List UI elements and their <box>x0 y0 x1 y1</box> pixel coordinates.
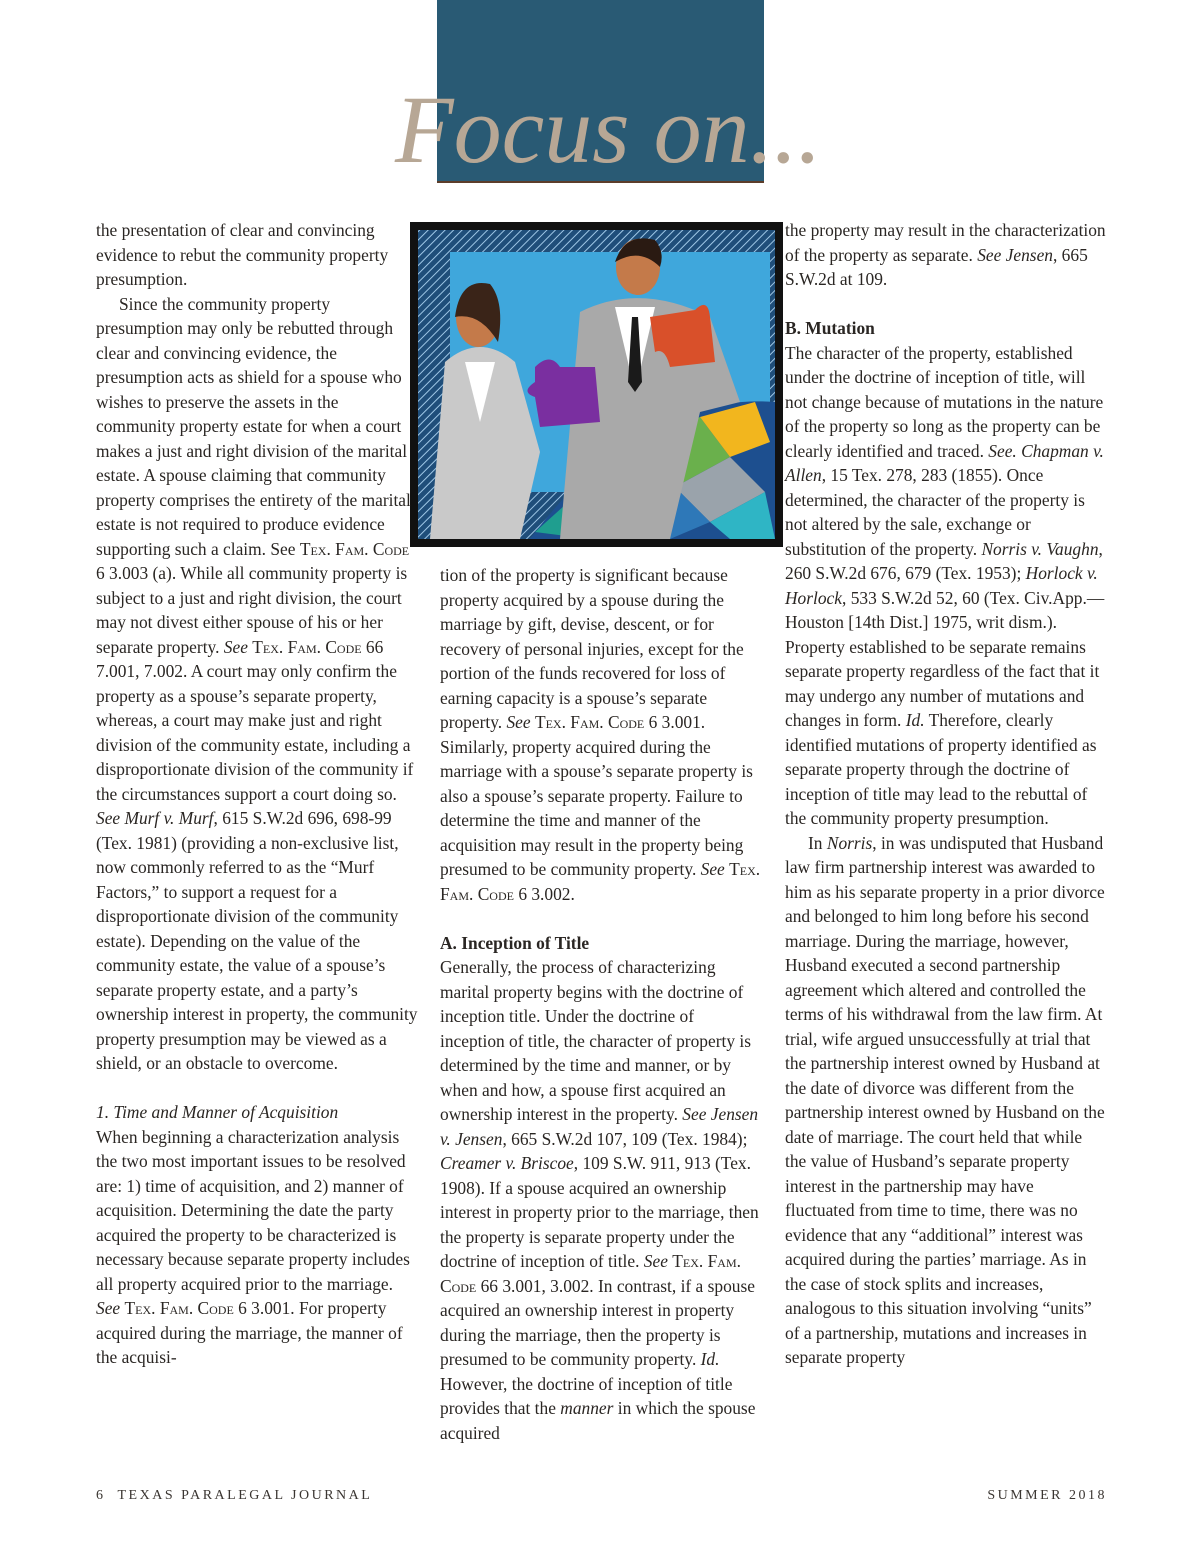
col1-p2g: 66 7.001, 7.002. A court may only confirm the property as a spouse’s separate property, whereas, a court may make just and right division of the community estate, including a disproportionate division of the community if the circumstances support a court doing so. <box>96 636 414 804</box>
col2-p1d-statute: Tex. Fam. Code <box>534 712 645 732</box>
col2-p2i: 66 3.001, 3.002. In contrast, if a spouse acquired an ownership interest in property during the marriage, then the property is presumed to be community property. <box>440 1275 755 1369</box>
col1-heading <box>96 1100 418 1125</box>
col1-p1-text: the presentation of clear and convincing evidence to rebut the community property presumption. <box>96 220 389 289</box>
col1-paragraph-1 <box>96 218 418 292</box>
col1-p2b-statute: Tex. Fam. Code <box>299 538 410 559</box>
col1-p3b-see: See <box>96 1298 121 1318</box>
column-3 <box>785 218 1107 1370</box>
journal-name: TEXAS PARALEGAL JOURNAL <box>117 1488 373 1503</box>
col1-p2c: 6 3.003 (a). While all community property is subject to a just and right division, the court may not divest either spouse of his or her separate property. <box>96 563 408 657</box>
col1-p2f-statute: Tex. Fam. Code <box>252 636 362 657</box>
col2-p2j-id: Id. <box>700 1349 720 1369</box>
col3-p2f-case: Horlock v. Horlock <box>785 563 1098 608</box>
col3-p2i: Therefore, clearly identified mutations of property identified as separate property through the doctrine of inception of title may lead to the rebuttal of the community property presumption. <box>785 710 1097 828</box>
col2-p2e: , 109 S.W. 911, 913 (Tex. 1908). If a spouse acquired an ownership interest in property prior to the marriage, then the property is separate property under the doctrine of inception of title. <box>440 1153 759 1271</box>
col1-paragraph-2 <box>96 292 418 1076</box>
col2-p2h-statute: Tex. Fam. Code <box>440 1251 741 1296</box>
col3-p3b-case: Norris <box>826 832 873 853</box>
col2-p2b-case: See Jensen v. Jensen <box>440 1104 759 1149</box>
col3-p2g: , 533 S.W.2d 52, 60 (Tex. Civ.App.—Houston [14th Dist.] 1975, writ dism.). Property established to be separate remains separate property regardless of the fact that it may undergo any number of mutations and changes in form. <box>785 587 1105 730</box>
col2-p2c: , 665 S.W.2d 107, 109 (Tex. 1984); <box>502 1128 748 1149</box>
col3-p2h-id: Id. <box>905 710 925 730</box>
col2-p1h-statute: Tex. Fam. Code <box>440 859 761 904</box>
business-people-puzzle-illustration <box>410 222 783 547</box>
col2-p1a: tion of the property is significant because property acquired by a spouse during the marriage by gift, devise, descent, or for recovery of personal injuries, except for the portion of the funds recovered for loss of earning capacity is a spouse’s separate property. <box>440 565 744 732</box>
column-2 <box>440 563 762 1445</box>
column-1 <box>96 218 418 1370</box>
col1-heading-text: 1. Time and Manner of Acquisition <box>96 1102 339 1122</box>
col3-p2c: , 15 Tex. 278, 283 (1855). Once determined, the character of the property is not altered by the sale, exchange or substitution of the property. <box>785 465 1085 559</box>
col1-p3d-statute: Tex. Fam. Code <box>124 1298 234 1318</box>
col3-p1a: the property may result in the characterization of the property as separate. <box>785 220 1106 265</box>
col2-paragraph-2 <box>440 955 762 1445</box>
col2-p1f-see: See <box>700 859 725 879</box>
col2-p1b-see: See <box>506 712 531 732</box>
col3-p2d-case: Norris v. Vaughn <box>981 538 1099 559</box>
col3-paragraph-3 <box>785 831 1107 1370</box>
col1-p3a: When beginning a characterization analysis the two most important issues to be resolved are: 1) time of acquisition, and 2) manner of acquisition. Determining the date the party acquired the property to be characterized is necessary because separate property includes all property acquired prior to the marriage. <box>96 1126 410 1294</box>
col3-p3c: , in was undisputed that Husband law firm partnership interest was awarded to him as his separate property in a prior divorce and belonged to him long before his second marriage. During the marriage, however, Husband executed a second partnership agreement which altered and controlled the terms of his withdrawal from the law firm. At trial, wife argued unsuccessfully at trial that the partnership interest owned by Husband at the date of divorce was different from the partnership interest owned by Husband on the date of marriage. The court held that while the value of Husband’s separate property interest in the partnership may have fluctuated from time to time, there was no evidence that any “additional” interest was acquired during the parties’ marriage. As in the case of stock splits and increases, analogous to this situation involving “units” of a partnership, mutations and increases in separate property <box>785 832 1105 1367</box>
col2-p1e: 6 3.001. Similarly, property acquired during the marriage with a spouse’s separate property is also a spouse’s separate property. Failure to determine the time and manner of the acquisition may result in the property being presumed to be community property. <box>440 712 753 879</box>
col2-p2l-manner: manner <box>560 1398 614 1418</box>
footer-left <box>96 1488 372 1504</box>
col3-p1c: , 665 S.W.2d at 109. <box>785 244 1088 289</box>
focus-on-title <box>385 70 822 200</box>
col1-p2h-case: See Murf v. Murf <box>96 808 214 828</box>
col2-p2a: Generally, the process of characterizing marital property begins with the doctrine of inception title. Under the doctrine of inception of title, the character of property is determined by the time and manner, or by when and how, a spouse first acquired an ownership interest in the property. <box>440 957 751 1124</box>
col3-p2e: , 260 S.W.2d 676, 679 (Tex. 1953); <box>785 538 1103 583</box>
col2-p2d-case: Creamer v. Briscoe <box>440 1153 574 1173</box>
col1-p2a: Since the community property presumption may only be rebutted through clear and convincing evidence, the presumption acts as shield for a spouse who wishes to preserve the assets in the community property estate for when a court makes a just and right division of the marital estate. A spouse claiming that community property comprises the entirety of the marital estate is not required to produce evidence supporting such a claim. See <box>96 293 411 559</box>
col3-heading: B. Mutation <box>785 318 875 338</box>
col2-heading: A. Inception of Title <box>440 932 590 953</box>
col2-p2f-see: See <box>643 1251 668 1271</box>
col1-p2d-see: See <box>223 636 248 657</box>
col3-paragraph-1 <box>785 218 1107 292</box>
footer-right <box>987 1488 1107 1504</box>
col3-p1b-case: See Jensen <box>977 244 1053 265</box>
col3-p2b-case: See. Chapman v. Allen <box>785 440 1104 485</box>
issue-date: SUMMER 2018 <box>987 1488 1107 1503</box>
col1-p2i: , 615 S.W.2d 696, 698-99 (Tex. 1981) (providing a non-exclusive list, now commonly referred to as the “Murf Factors,” to support a request for a disproportionate division of the community estate). Depending on the value of the community estate, the value of a spouse’s separate property estate, and a party’s ownership interest in property, the community property presumption may be viewed as a shield, or an obstacle to overcome. <box>96 808 418 1073</box>
col3-paragraph-2 <box>785 341 1107 831</box>
col3-p3a: In <box>808 832 827 853</box>
col3-p2a: The character of the property, established under the doctrine of inception of title, will not change because of mutations in the nature of the property so long as the property can be clearly identified and traced. <box>785 342 1104 461</box>
col2-p2m: in which the spouse acquired <box>440 1398 756 1443</box>
col2-p1i: 6 3.002. <box>513 883 575 904</box>
col1-p3e: 6 3.001. For property acquired during the marriage, the manner of the acquisi- <box>96 1298 403 1367</box>
col2-paragraph-1 <box>440 563 762 906</box>
puzzle-illustration-icon <box>410 222 783 547</box>
focus-on-text: Focus on... <box>395 76 822 183</box>
col2-p2k: However, the doctrine of inception of title provides that the <box>440 1373 733 1418</box>
page-number: 6 <box>96 1488 106 1503</box>
col1-paragraph-3 <box>96 1125 418 1370</box>
